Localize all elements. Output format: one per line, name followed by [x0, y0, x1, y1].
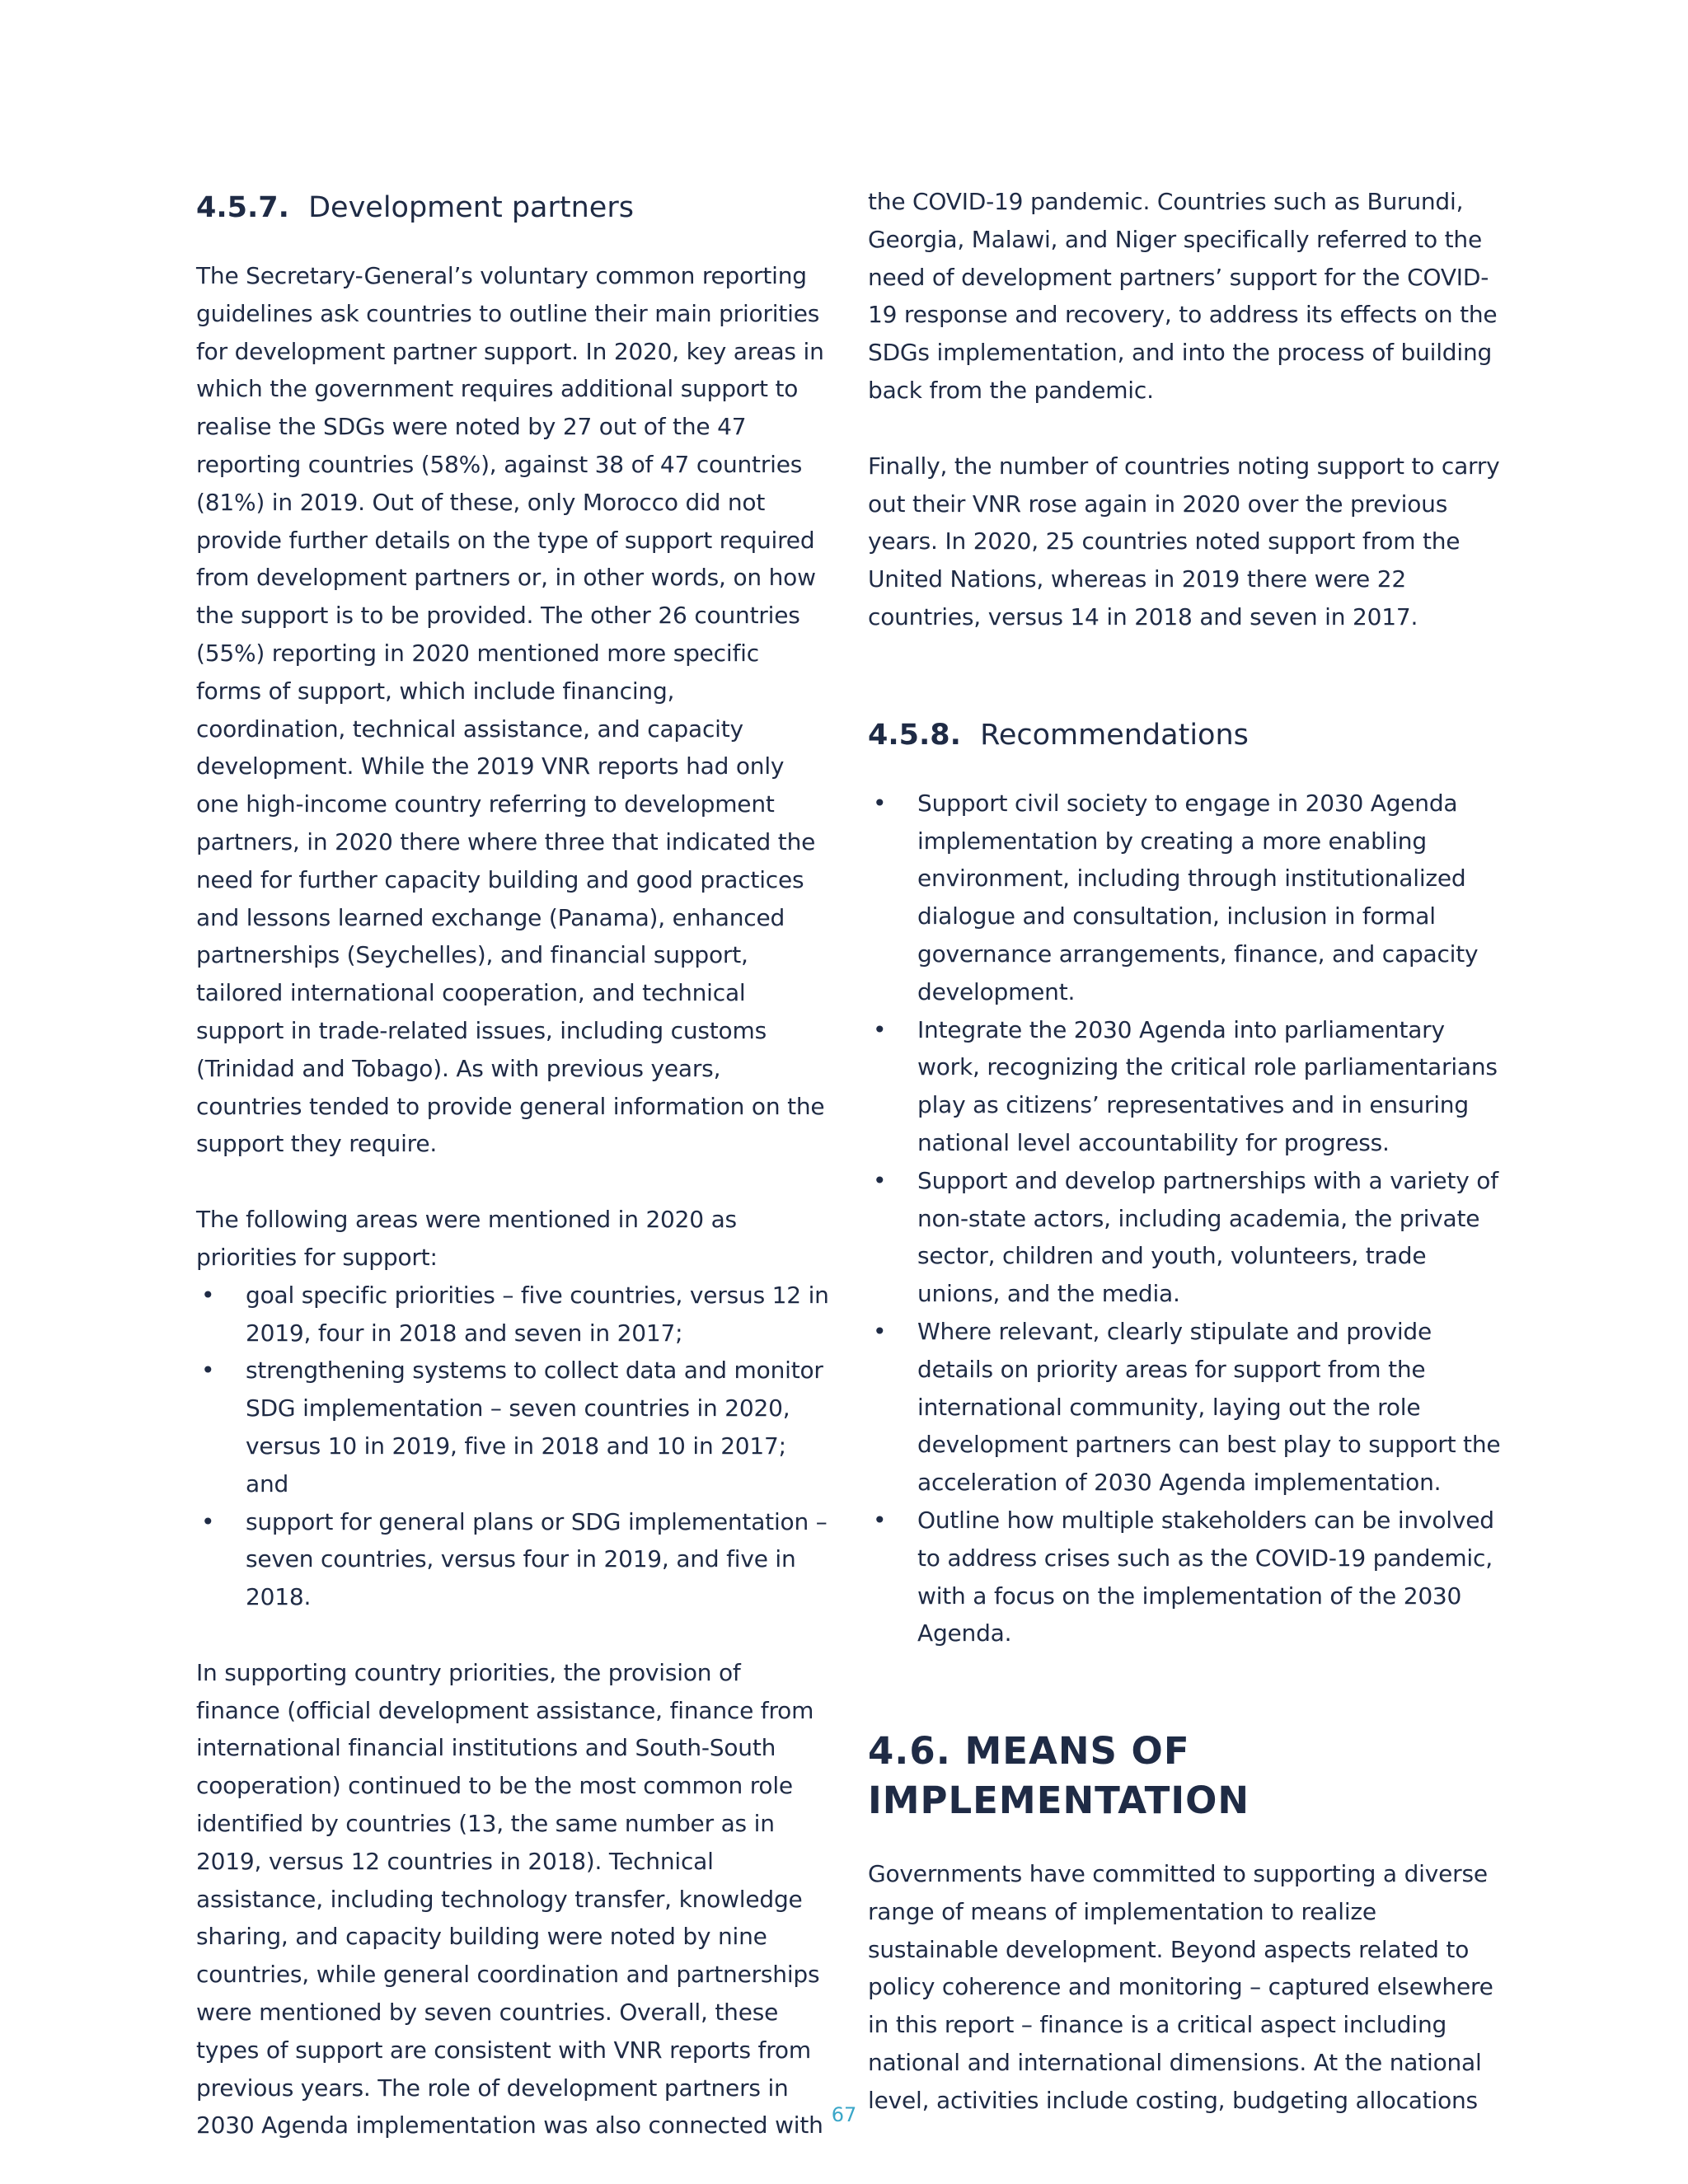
- section-heading-recommendations: [868, 710, 1503, 760]
- paragraph: The Secretary-General’s voluntary common reporting guidelines ask countries to outline their main priorities for development partner support. In 2020, key areas in which the government requires additional support to realise the SDGs were noted by 27 out of the 47 reporting countries (58%), against 38 of 47 countries (81%) in 2019. Out of these, only Morocco did not provide further details on the type of support required from development partners or, in other words, on how the support is to be provided. The other 26 countries (55%) reporting in 2020 mentioned more specific forms of support, which include financing, coordination, technical assistance, and capacity development. While the 2019 VNR reports had only one high-income country referring to development partners, in 2020 there where three that indicated the need for further capacity building and good practices and lessons learned exchange (Panama), enhanced partnerships (Seychelles), and financial support, tailored international cooperation, and technical support in trade-related issues, including customs (Trinidad and Tobago). As with previous years, countries tended to provide general information on the support they require.: [196, 262, 825, 1158]
- list-item: • strengthening systems to collect data and monitor SDG implementation – seven countries in 2020, versus 10 in 2019, five in 2018 and 10 in 2017; and: [196, 1352, 831, 1502]
- section-number: 4.5.8.: [868, 718, 961, 752]
- section-number: 4.5.7.: [196, 191, 289, 224]
- bullet-icon: •: [873, 1015, 887, 1043]
- bullet-icon: •: [873, 789, 887, 817]
- right-column: [868, 183, 1503, 2120]
- bullet-icon: •: [873, 1166, 887, 1194]
- paragraph: Governments have committed to supporting a diverse range of means of implementation to realize sustainable development. Beyond aspects related to policy coherence and monitoring – captured elsewhere in this report – finance is a critical aspect including national and international dimensions. At the national level, activities include costing, budgeting allocations: [868, 1860, 1493, 2114]
- paragraph: In supporting country priorities, the provision of finance (official development assistance, finance from international financial institutions and South-South cooperation) continued to be the most common role identified by countries (13, the same number as in 2019, versus 12 countries in 2018). Technical assistance, including technology transfer, knowledge sharing, and capacity building were noted by nine countries, while general coordination and partnerships were mentioned by seven countries. Overall, these types of support are consistent with VNR reports from previous years. The role of development partners in 2030 Agenda implementation was also connected with: [196, 1658, 823, 2139]
- bullet-icon: •: [201, 1281, 215, 1309]
- bullet-icon: •: [873, 1317, 887, 1345]
- bullet-icon: •: [201, 1507, 215, 1535]
- left-column: [196, 183, 831, 2144]
- priorities-list: [196, 1277, 831, 1616]
- list-item: • Support civil society to engage in 2030 Agenda implementation by creating a more enabling environment, including through institutionalized dialogue and consultation, inclusion in formal governance arrangements, finance, and capacity development.: [868, 785, 1503, 1011]
- bullet-icon: •: [201, 1357, 215, 1385]
- list-item: • Integrate the 2030 Agenda into parliamentary work, recognizing the critical role parliamentarians play as citizens’ representatives and in ensuring national level accountability for progress.: [868, 1011, 1503, 1162]
- list-item: • goal specific priorities – five countries, versus 12 in 2019, four in 2018 and seven in 2017;: [196, 1277, 831, 1352]
- section-heading-development-partners: [196, 183, 831, 232]
- paragraph: Finally, the number of countries noting support to carry out their VNR rose again in 2020 over the previous years. In 2020, 25 countries noted support from the United Nations, whereas in 2019 there were 22 countries, versus 14 in 2018 and seven in 2017.: [868, 452, 1500, 630]
- paragraph: the COVID-19 pandemic. Countries such as Burundi, Georgia, Malawi, and Niger specifically referred to the need of development partners’ support for the COVID-19 response and recovery, to address its effects on the SDGs implementation, and into the process of building back from the pandemic.: [868, 188, 1498, 404]
- page-number: 67: [831, 2103, 857, 2126]
- bullet-icon: •: [873, 1506, 887, 1534]
- section-title: Recommendations: [980, 718, 1249, 752]
- list-item: • Support and develop partnerships with a variety of non-state actors, including academia, the private sector, children and youth, volunteers, trade unions, and the media.: [868, 1162, 1503, 1313]
- list-item: • Outline how multiple stakeholders can be involved to address crises such as the COVID-19 pandemic, with a focus on the implementation of the 2030 Agenda.: [868, 1502, 1503, 1652]
- list-item: • support for general plans or SDG implementation – seven countries, versus four in 2019, and five in 2018.: [196, 1503, 831, 1616]
- list-item: • Where relevant, clearly stipulate and provide details on priority areas for support from the international community, laying out the role development partners can best play to support the acceleration of 2030 Agenda implementation.: [868, 1313, 1503, 1502]
- recommendations-list: [868, 785, 1503, 1652]
- section-title: Development partners: [308, 191, 634, 224]
- paragraph: The following areas were mentioned in 2020 as priorities for support:: [196, 1206, 737, 1271]
- major-heading-means-of-implementation: 4.6. MEANS OF IMPLEMENTATION: [868, 1729, 1250, 1823]
